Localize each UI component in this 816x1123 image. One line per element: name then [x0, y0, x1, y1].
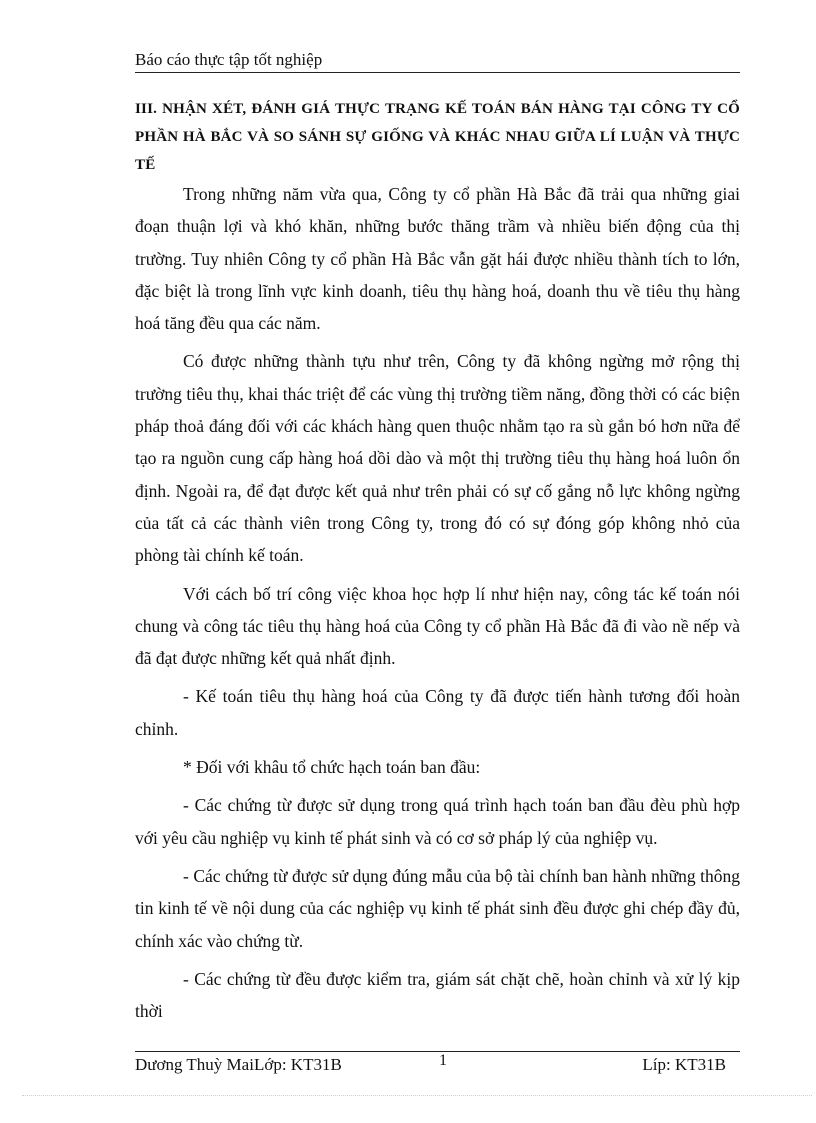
- header-title: Báo cáo thực tập tốt nghiệp: [135, 50, 323, 69]
- body-text: [135, 178, 740, 1027]
- page-edge-divider: [22, 1095, 812, 1096]
- footer-class: Líp: KT31B: [642, 1055, 726, 1074]
- paragraph: - Kế toán tiêu thụ hàng hoá của Công ty đã được tiến hành tương đối hoàn chỉnh.: [135, 686, 740, 739]
- footer-author: Dương Thuỳ MaiLớp: KT31B: [135, 1055, 342, 1074]
- paragraph: - Các chứng từ được sử dụng đúng mẫu của bộ tài chính ban hành những thông tin kinh tế về nội dung của các nghiệp vụ kinh tế phát sinh đều được ghi chép đầy đủ, chính xác vào chứng từ.: [135, 865, 740, 951]
- page-footer: [135, 1051, 740, 1078]
- section-heading: III. NHẬN XÉT, ĐÁNH GIÁ THỰC TRẠNG KẾ TOÁN BÁN HÀNG TẠI CÔNG TY CỔ PHẦN HÀ BẮC VÀ SO SÁNH SỰ GIỐNG VÀ KHÁC NHAU GIỮA LÍ LUẬN VÀ THỰC TẾ: [135, 101, 740, 173]
- paragraph: Trong những năm vừa qua, Công ty cổ phần Hà Bắc đã trải qua những giai đoạn thuận lợi và khó khăn, những bước thăng trầm và nhiều biến động của thị trường. Tuy nhiên Công ty cổ phần Hà Bắc vẫn gặt hái được nhiều thành tích to lớn, đặc biệt là trong lĩnh vực kinh doanh, tiêu thụ hàng hoá, doanh thu về tiêu thụ hàng hoá tăng đều qua các năm.: [135, 184, 740, 334]
- paragraph: Có được những thành tựu như trên, Công ty đã không ngừng mở rộng thị trường tiêu thụ, khai thác triệt để các vùng thị trường tiềm năng, đồng thời có các biện pháp thoả đáng đối với các khách hàng quen thuộc nhằm tạo ra sù gắn bó hơn nữa để tạo ra nguồn cung cấp hàng hoá dồi dào và một thị trường tiêu thụ hàng hoá luôn ổn định. Ngoài ra, để đạt được kết quả như trên phải có sự cố gắng nỗ lực không ngừng của tất cả các thành viên trong Công ty, trong đó có sự đóng góp không nhỏ của phòng tài chính kế toán.: [135, 351, 740, 566]
- page-number: 1: [439, 1052, 447, 1069]
- page-header: [135, 48, 740, 73]
- paragraph: * Đối với khâu tổ chức hạch toán ban đầu:: [183, 757, 481, 778]
- paragraph: - Các chứng từ được sử dụng trong quá trình hạch toán ban đầu đèu phù hợp với yêu cầu nghiệp vụ kinh tế phát sinh và có cơ sở pháp lý của nghiệp vụ.: [135, 795, 740, 848]
- paragraph: Với cách bố trí công việc khoa học hợp lí như hiện nay, công tác kế toán nói chung và công tác tiêu thụ hàng hoá của Công ty cổ phần Hà Bắc đã đi vào nề nếp và đã đạt được những kết quả nhất định.: [135, 583, 740, 669]
- paragraph: - Các chứng từ đều được kiểm tra, giám sát chặt chẽ, hoàn chỉnh và xử lý kịp thời: [135, 968, 740, 1022]
